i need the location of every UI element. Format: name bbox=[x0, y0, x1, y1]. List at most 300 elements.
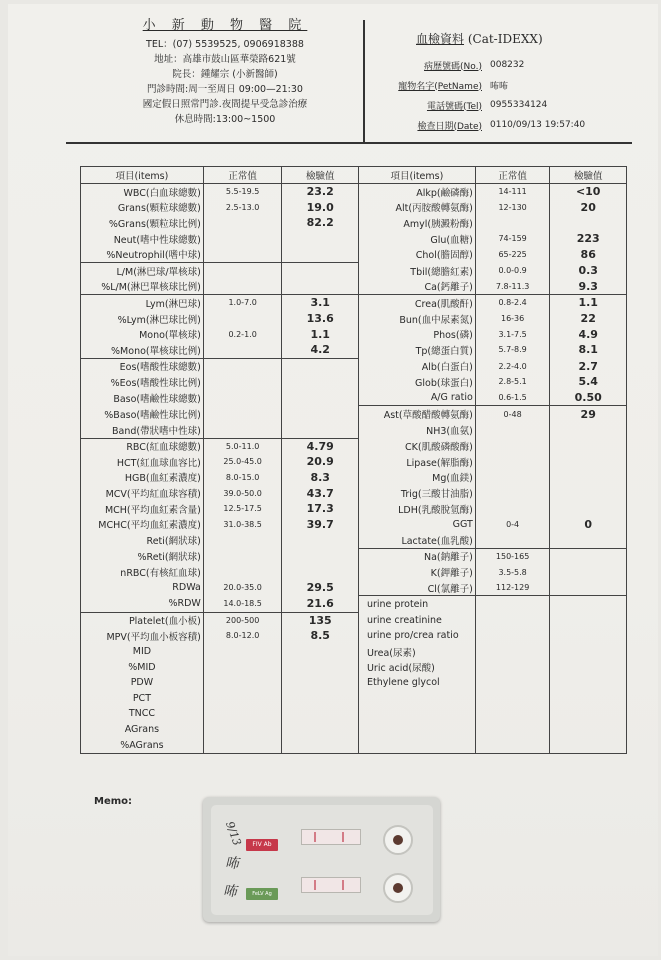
info-label: 寵物名字(PetName) bbox=[398, 81, 482, 92]
felv-label: FeLV Ag bbox=[246, 888, 278, 900]
result-value bbox=[282, 691, 359, 707]
item-name: TNCC bbox=[81, 706, 204, 722]
item-name: MCV(平均紅血球容積) bbox=[81, 485, 204, 501]
normal-range bbox=[203, 311, 282, 327]
result-value bbox=[550, 706, 627, 722]
normal-range bbox=[203, 406, 282, 422]
result-value: 86 bbox=[550, 246, 627, 262]
table-row bbox=[81, 516, 627, 532]
table-row bbox=[81, 326, 627, 342]
normal-range bbox=[475, 659, 550, 675]
item-name: Lym(淋巴球) bbox=[81, 295, 204, 311]
normal-range: 2.2-4.0 bbox=[475, 358, 550, 374]
normal-range: 150-165 bbox=[475, 548, 550, 564]
normal-range: 12-130 bbox=[475, 200, 550, 216]
result-value bbox=[282, 390, 359, 406]
normal-range bbox=[475, 454, 550, 470]
table-row bbox=[81, 644, 627, 660]
normal-range bbox=[203, 548, 282, 564]
table-row bbox=[81, 438, 627, 454]
item-name: %Neutrophil(嗜中球) bbox=[81, 246, 204, 262]
table-row bbox=[81, 596, 627, 612]
result-value: 223 bbox=[550, 231, 627, 247]
report-title bbox=[416, 30, 632, 47]
normal-range bbox=[475, 691, 550, 707]
table-row bbox=[81, 374, 627, 390]
table-row bbox=[81, 485, 627, 501]
normal-range: 5.5-19.5 bbox=[203, 184, 282, 200]
info-row bbox=[392, 115, 632, 135]
clinic-rest: 休息時間:13:00~1500 bbox=[174, 114, 276, 125]
info-label: 病歷號碼(No.) bbox=[424, 61, 482, 72]
normal-range: 0-48 bbox=[475, 406, 550, 422]
result-value bbox=[550, 532, 627, 548]
item-name: %Reti(網狀球) bbox=[81, 548, 204, 564]
item-name: AGrans bbox=[81, 722, 204, 738]
normal-range bbox=[203, 675, 282, 691]
normal-range: 8.0-15.0 bbox=[203, 470, 282, 486]
item-name: MCH(平均血紅素含量) bbox=[81, 501, 204, 517]
header-rule bbox=[66, 142, 632, 144]
table-row bbox=[81, 231, 627, 247]
result-value: 8.1 bbox=[550, 342, 627, 358]
column-header: 正常值 bbox=[475, 167, 550, 184]
result-value bbox=[282, 737, 359, 753]
normal-range: 0.8-2.4 bbox=[475, 295, 550, 311]
item-name bbox=[358, 722, 475, 738]
item-name: Alkp(鹼磷酶) bbox=[358, 184, 475, 200]
result-value: 1.1 bbox=[282, 326, 359, 342]
result-value: 21.6 bbox=[282, 596, 359, 612]
result-value bbox=[550, 675, 627, 691]
result-value: 4.79 bbox=[282, 438, 359, 454]
normal-range bbox=[203, 644, 282, 660]
item-name: PDW bbox=[81, 675, 204, 691]
result-value bbox=[550, 422, 627, 438]
item-name: RBC(紅血球總數) bbox=[81, 438, 204, 454]
normal-range: 5.7-8.9 bbox=[475, 342, 550, 358]
clinic-name: 小 新 動 物 醫 院 bbox=[142, 18, 308, 33]
table-row bbox=[81, 706, 627, 722]
info-row bbox=[392, 75, 632, 95]
normal-range: 25.0-45.0 bbox=[203, 454, 282, 470]
result-value bbox=[550, 454, 627, 470]
table-row bbox=[81, 422, 627, 438]
item-name: Lipase(解脂酶) bbox=[358, 454, 475, 470]
item-name bbox=[358, 737, 475, 753]
info-value: 咘咘 bbox=[490, 81, 509, 92]
table-row bbox=[81, 532, 627, 548]
normal-range bbox=[203, 422, 282, 438]
normal-range bbox=[475, 596, 550, 612]
normal-range: 16-36 bbox=[475, 311, 550, 327]
result-value bbox=[550, 722, 627, 738]
result-value bbox=[550, 580, 627, 596]
normal-range: 39.0-50.0 bbox=[203, 485, 282, 501]
result-value: 22 bbox=[550, 311, 627, 327]
item-name: Baso(嗜鹼性球總數) bbox=[81, 390, 204, 406]
normal-range: 5.0-11.0 bbox=[203, 438, 282, 454]
normal-range: 200-500 bbox=[203, 612, 282, 628]
item-name: NH3(血氨) bbox=[358, 422, 475, 438]
clinic-holiday: 國定假日照常門診.夜間提早受急診治療 bbox=[142, 99, 308, 110]
column-header: 檢驗值 bbox=[550, 167, 627, 184]
item-name: %Eos(嗜酸性球比例) bbox=[81, 374, 204, 390]
felv-control-line bbox=[314, 880, 316, 890]
item-name: Tp(總蛋白質) bbox=[358, 342, 475, 358]
result-value: 4.2 bbox=[282, 342, 359, 358]
result-value bbox=[550, 470, 627, 486]
result-value: 82.2 bbox=[282, 215, 359, 231]
results-table bbox=[80, 166, 627, 754]
normal-range: 2.8-5.1 bbox=[475, 374, 550, 390]
result-value bbox=[550, 564, 627, 580]
table-row bbox=[81, 246, 627, 262]
result-value bbox=[550, 628, 627, 644]
normal-range: 8.0-12.0 bbox=[203, 628, 282, 644]
normal-range: 0.6-1.5 bbox=[475, 390, 550, 406]
result-value: 135 bbox=[282, 612, 359, 628]
normal-range bbox=[475, 706, 550, 722]
item-name: %Lym(淋巴球比例) bbox=[81, 311, 204, 327]
item-name: Band(帶狀嗜中性球) bbox=[81, 422, 204, 438]
normal-range bbox=[203, 246, 282, 262]
handwritten-name-2: 咘 bbox=[223, 884, 237, 900]
normal-range bbox=[203, 342, 282, 358]
result-value bbox=[282, 706, 359, 722]
result-value: 2.7 bbox=[550, 358, 627, 374]
table-row bbox=[81, 628, 627, 644]
normal-range bbox=[475, 215, 550, 231]
normal-range bbox=[203, 659, 282, 675]
table-row bbox=[81, 311, 627, 327]
normal-range bbox=[475, 612, 550, 628]
column-header: 項目(items) bbox=[358, 167, 475, 184]
normal-range: 7.8-11.3 bbox=[475, 279, 550, 295]
result-value bbox=[282, 532, 359, 548]
table-row bbox=[81, 262, 627, 278]
item-name: GGT bbox=[358, 516, 475, 532]
fiv-test-line bbox=[342, 832, 344, 842]
result-value bbox=[282, 246, 359, 262]
cassette-face bbox=[211, 805, 433, 915]
normal-range bbox=[203, 358, 282, 374]
clinic-hours: 門診時間:周一至周日 09:00—21:30 bbox=[147, 84, 303, 95]
item-name: Mono(單核球) bbox=[81, 326, 204, 342]
result-value bbox=[282, 262, 359, 278]
result-value: 1.1 bbox=[550, 295, 627, 311]
item-name: HGB(血紅素濃度) bbox=[81, 470, 204, 486]
column-header: 正常值 bbox=[203, 167, 282, 184]
normal-range: 0-4 bbox=[475, 516, 550, 532]
item-name: Chol(膽固醇) bbox=[358, 246, 475, 262]
memo-label: Memo: bbox=[94, 796, 133, 807]
clinic-tel: TEL：(07) 5539525, 0906918388 bbox=[146, 39, 304, 50]
normal-range bbox=[475, 501, 550, 517]
result-value: 4.9 bbox=[550, 326, 627, 342]
item-name: %MID bbox=[81, 659, 204, 675]
item-name: Tbil(總膽紅素) bbox=[358, 262, 475, 278]
normal-range bbox=[475, 737, 550, 753]
result-value bbox=[282, 659, 359, 675]
normal-range bbox=[203, 737, 282, 753]
result-value bbox=[282, 231, 359, 247]
clinic-header bbox=[100, 18, 350, 127]
result-value: 23.2 bbox=[282, 184, 359, 200]
handwritten-date: 9/13 bbox=[223, 819, 244, 848]
result-value bbox=[550, 596, 627, 612]
table-row bbox=[81, 501, 627, 517]
normal-range bbox=[475, 722, 550, 738]
result-value bbox=[282, 374, 359, 390]
normal-range bbox=[475, 422, 550, 438]
item-name: Trig(三酸甘油脂) bbox=[358, 485, 475, 501]
result-value bbox=[282, 564, 359, 580]
normal-range: 0.0-0.9 bbox=[475, 262, 550, 278]
table-row bbox=[81, 564, 627, 580]
table-row bbox=[81, 200, 627, 216]
result-value: 5.4 bbox=[550, 374, 627, 390]
result-value: 8.3 bbox=[282, 470, 359, 486]
normal-range bbox=[203, 374, 282, 390]
result-value: 20 bbox=[550, 200, 627, 216]
table-row bbox=[81, 390, 627, 406]
clinic-director: 院長：鍾耀宗 (小新醫師) bbox=[172, 69, 278, 80]
normal-range: 1.0-7.0 bbox=[203, 295, 282, 311]
info-label: 電話號碼(Tel) bbox=[426, 101, 482, 112]
item-name: Eos(嗜酸性球總數) bbox=[81, 358, 204, 374]
handwritten-name-1: 咘 bbox=[225, 856, 239, 872]
column-header: 檢驗值 bbox=[282, 167, 359, 184]
item-name: Alb(白蛋白) bbox=[358, 358, 475, 374]
normal-range bbox=[475, 438, 550, 454]
item-name: Ethylene glycol bbox=[358, 675, 475, 691]
item-name: Neut(嗜中性球總數) bbox=[81, 231, 204, 247]
result-value bbox=[550, 691, 627, 707]
item-name: Platelet(血小板) bbox=[81, 612, 204, 628]
result-value: 39.7 bbox=[282, 516, 359, 532]
normal-range: 65-225 bbox=[475, 246, 550, 262]
result-value bbox=[550, 485, 627, 501]
normal-range bbox=[475, 675, 550, 691]
normal-range bbox=[203, 262, 282, 278]
column-header: 項目(items) bbox=[81, 167, 204, 184]
result-value: 17.3 bbox=[282, 501, 359, 517]
item-name: A/G ratio bbox=[358, 390, 475, 406]
table-row bbox=[81, 722, 627, 738]
item-name: HCT(紅血球血容比) bbox=[81, 454, 204, 470]
table-row bbox=[81, 215, 627, 231]
result-value: 3.1 bbox=[282, 295, 359, 311]
result-value bbox=[282, 358, 359, 374]
normal-range bbox=[203, 691, 282, 707]
item-name: %Grans(顆粒球比例) bbox=[81, 215, 204, 231]
header-divider bbox=[363, 20, 365, 142]
normal-range bbox=[203, 532, 282, 548]
table-row bbox=[81, 470, 627, 486]
item-name: urine pro/crea ratio bbox=[358, 628, 475, 644]
normal-range: 31.0-38.5 bbox=[203, 516, 282, 532]
fiv-sample-well bbox=[383, 825, 413, 855]
item-name: WBC(白血球總數) bbox=[81, 184, 204, 200]
info-value: 0110/09/13 19:57:40 bbox=[490, 120, 586, 130]
item-name: Bun(血中尿素氮) bbox=[358, 311, 475, 327]
felv-sample-well bbox=[383, 873, 413, 903]
table-row bbox=[81, 184, 627, 200]
normal-range: 3.5-5.8 bbox=[475, 564, 550, 580]
normal-range bbox=[203, 231, 282, 247]
item-name: L/M(淋巴球/單核球) bbox=[81, 262, 204, 278]
test-cassette bbox=[203, 797, 440, 922]
item-name: Lactate(血乳酸) bbox=[358, 532, 475, 548]
normal-range: 20.0-35.0 bbox=[203, 580, 282, 596]
item-name: Glob(球蛋白) bbox=[358, 374, 475, 390]
table-row bbox=[81, 548, 627, 564]
result-value: 19.0 bbox=[282, 200, 359, 216]
item-name: Alt(丙胺酸轉氨酶) bbox=[358, 200, 475, 216]
item-name: %Baso(嗜鹼性球比例) bbox=[81, 406, 204, 422]
result-value bbox=[550, 659, 627, 675]
item-name: CK(肌酸磷酸酶) bbox=[358, 438, 475, 454]
normal-range: 74-159 bbox=[475, 231, 550, 247]
normal-range bbox=[203, 564, 282, 580]
result-value bbox=[282, 279, 359, 295]
result-value bbox=[550, 215, 627, 231]
normal-range: 14.0-18.5 bbox=[203, 596, 282, 612]
normal-range bbox=[475, 644, 550, 660]
item-name: %AGrans bbox=[81, 737, 204, 753]
normal-range bbox=[203, 706, 282, 722]
result-value bbox=[550, 644, 627, 660]
normal-range: 14-111 bbox=[475, 184, 550, 200]
item-name: LDH(乳酸脫氫酶) bbox=[358, 501, 475, 517]
normal-range bbox=[203, 390, 282, 406]
fiv-control-line bbox=[314, 832, 316, 842]
item-name: Crea(肌酸酐) bbox=[358, 295, 475, 311]
item-name: nRBC(有核紅血球) bbox=[81, 564, 204, 580]
table-row bbox=[81, 659, 627, 675]
item-name: Cl(氯離子) bbox=[358, 580, 475, 596]
item-name: %Mono(單核球比例) bbox=[81, 342, 204, 358]
report-info bbox=[392, 30, 632, 135]
result-value bbox=[550, 501, 627, 517]
table-header-row bbox=[81, 167, 627, 184]
clinic-address: 地址：高雄市鼓山區華榮路621號 bbox=[154, 54, 296, 65]
felv-test-line bbox=[342, 880, 344, 890]
report-title-text: 血檢資料 bbox=[416, 32, 465, 46]
info-row bbox=[392, 95, 632, 115]
table-row bbox=[81, 580, 627, 596]
item-name: Glu(血糖) bbox=[358, 231, 475, 247]
result-value bbox=[282, 422, 359, 438]
result-value bbox=[550, 612, 627, 628]
result-value: <10 bbox=[550, 184, 627, 200]
table-row bbox=[81, 406, 627, 422]
result-value: 43.7 bbox=[282, 485, 359, 501]
item-name: Grans(顆粒球總數) bbox=[81, 200, 204, 216]
table-row bbox=[81, 295, 627, 311]
result-value bbox=[282, 644, 359, 660]
item-name: Mg(血鎂) bbox=[358, 470, 475, 486]
item-name: Urea(尿素) bbox=[358, 644, 475, 660]
item-name: urine protein bbox=[358, 596, 475, 612]
result-value: 13.6 bbox=[282, 311, 359, 327]
felv-strip bbox=[301, 877, 361, 893]
item-name: Ast(草酸醋酸轉氨酶) bbox=[358, 406, 475, 422]
item-name: Ca(鈣離子) bbox=[358, 279, 475, 295]
item-name: MCHC(平均血紅素濃度) bbox=[81, 516, 204, 532]
normal-range bbox=[475, 628, 550, 644]
result-value: 9.3 bbox=[550, 279, 627, 295]
table-row bbox=[81, 737, 627, 753]
result-value: 8.5 bbox=[282, 628, 359, 644]
normal-range: 0.2-1.0 bbox=[203, 326, 282, 342]
normal-range bbox=[203, 722, 282, 738]
info-label: 檢查日期(Date) bbox=[417, 121, 482, 132]
item-name: RDWa bbox=[81, 580, 204, 596]
result-value bbox=[282, 722, 359, 738]
normal-range: 2.5-13.0 bbox=[203, 200, 282, 216]
result-value bbox=[282, 406, 359, 422]
table-row bbox=[81, 454, 627, 470]
item-name: %RDW bbox=[81, 596, 204, 612]
result-value: 0.50 bbox=[550, 390, 627, 406]
result-value bbox=[282, 675, 359, 691]
fiv-strip bbox=[301, 829, 361, 845]
item-name: %L/M(淋巴單核球比例) bbox=[81, 279, 204, 295]
result-value: 29.5 bbox=[282, 580, 359, 596]
info-value: 008232 bbox=[490, 60, 525, 70]
result-value bbox=[282, 548, 359, 564]
fiv-label: FIV Ab bbox=[246, 839, 278, 851]
normal-range: 3.1-7.5 bbox=[475, 326, 550, 342]
item-name: MPV(平均血小板容積) bbox=[81, 628, 204, 644]
item-name: Uric acid(尿酸) bbox=[358, 659, 475, 675]
result-value: 20.9 bbox=[282, 454, 359, 470]
item-name: MID bbox=[81, 644, 204, 660]
item-name: PCT bbox=[81, 691, 204, 707]
item-name bbox=[358, 691, 475, 707]
table-row bbox=[81, 675, 627, 691]
table-row bbox=[81, 279, 627, 295]
item-name: Na(鈉離子) bbox=[358, 548, 475, 564]
normal-range bbox=[475, 485, 550, 501]
info-row bbox=[392, 55, 632, 75]
item-name: urine creatinine bbox=[358, 612, 475, 628]
item-name: Phos(磷) bbox=[358, 326, 475, 342]
item-name bbox=[358, 706, 475, 722]
table-row bbox=[81, 691, 627, 707]
normal-range bbox=[475, 532, 550, 548]
normal-range: 112-129 bbox=[475, 580, 550, 596]
report-title-sub: (Cat-IDEXX) bbox=[467, 32, 543, 46]
normal-range: 12.5-17.5 bbox=[203, 501, 282, 517]
table-row bbox=[81, 612, 627, 628]
result-value: 0 bbox=[550, 516, 627, 532]
normal-range bbox=[203, 279, 282, 295]
result-value: 0.3 bbox=[550, 262, 627, 278]
item-name: Reti(網狀球) bbox=[81, 532, 204, 548]
table-row bbox=[81, 342, 627, 358]
normal-range bbox=[203, 215, 282, 231]
table-row bbox=[81, 358, 627, 374]
result-value bbox=[550, 737, 627, 753]
normal-range bbox=[475, 470, 550, 486]
result-value bbox=[550, 548, 627, 564]
info-value: 0955334124 bbox=[490, 100, 548, 110]
result-value bbox=[550, 438, 627, 454]
item-name: K(鉀離子) bbox=[358, 564, 475, 580]
